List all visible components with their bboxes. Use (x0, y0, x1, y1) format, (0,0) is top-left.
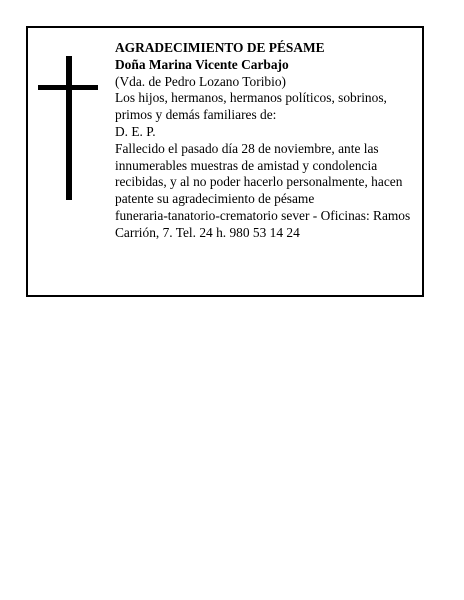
family-line: Los hijos, hermanos, hermanos políticos, sobrinos, primos y demás familiares de: (115, 90, 387, 123)
rip-line: D. E. P. (115, 123, 156, 139)
notice-title: AGRADECIMIENTO DE PÉSAME (115, 40, 325, 55)
cross-vertical-bar (66, 56, 72, 200)
deceased-name: Doña Marina Vicente Carbajo (115, 56, 289, 72)
notice-body: Fallecido el pasado día 28 de noviembre, ante las innumerables muestras de amistad y condolencia recibidas, y al no poder hacerlo personalmente, hacen patente su agradecimiento de pésame (115, 140, 403, 207)
cross-horizontal-bar (38, 85, 98, 90)
notice-text (115, 40, 420, 242)
spouse-line: (Vda. de Pedro Lozano Toribio) (115, 73, 286, 89)
death-notice-box (26, 26, 424, 297)
funeral-home-line: funeraria-tanatorio-crematorio sever - Oficinas: Ramos Carrión, 7. Tel. 24 h. 980 53 14 24 (115, 207, 411, 240)
